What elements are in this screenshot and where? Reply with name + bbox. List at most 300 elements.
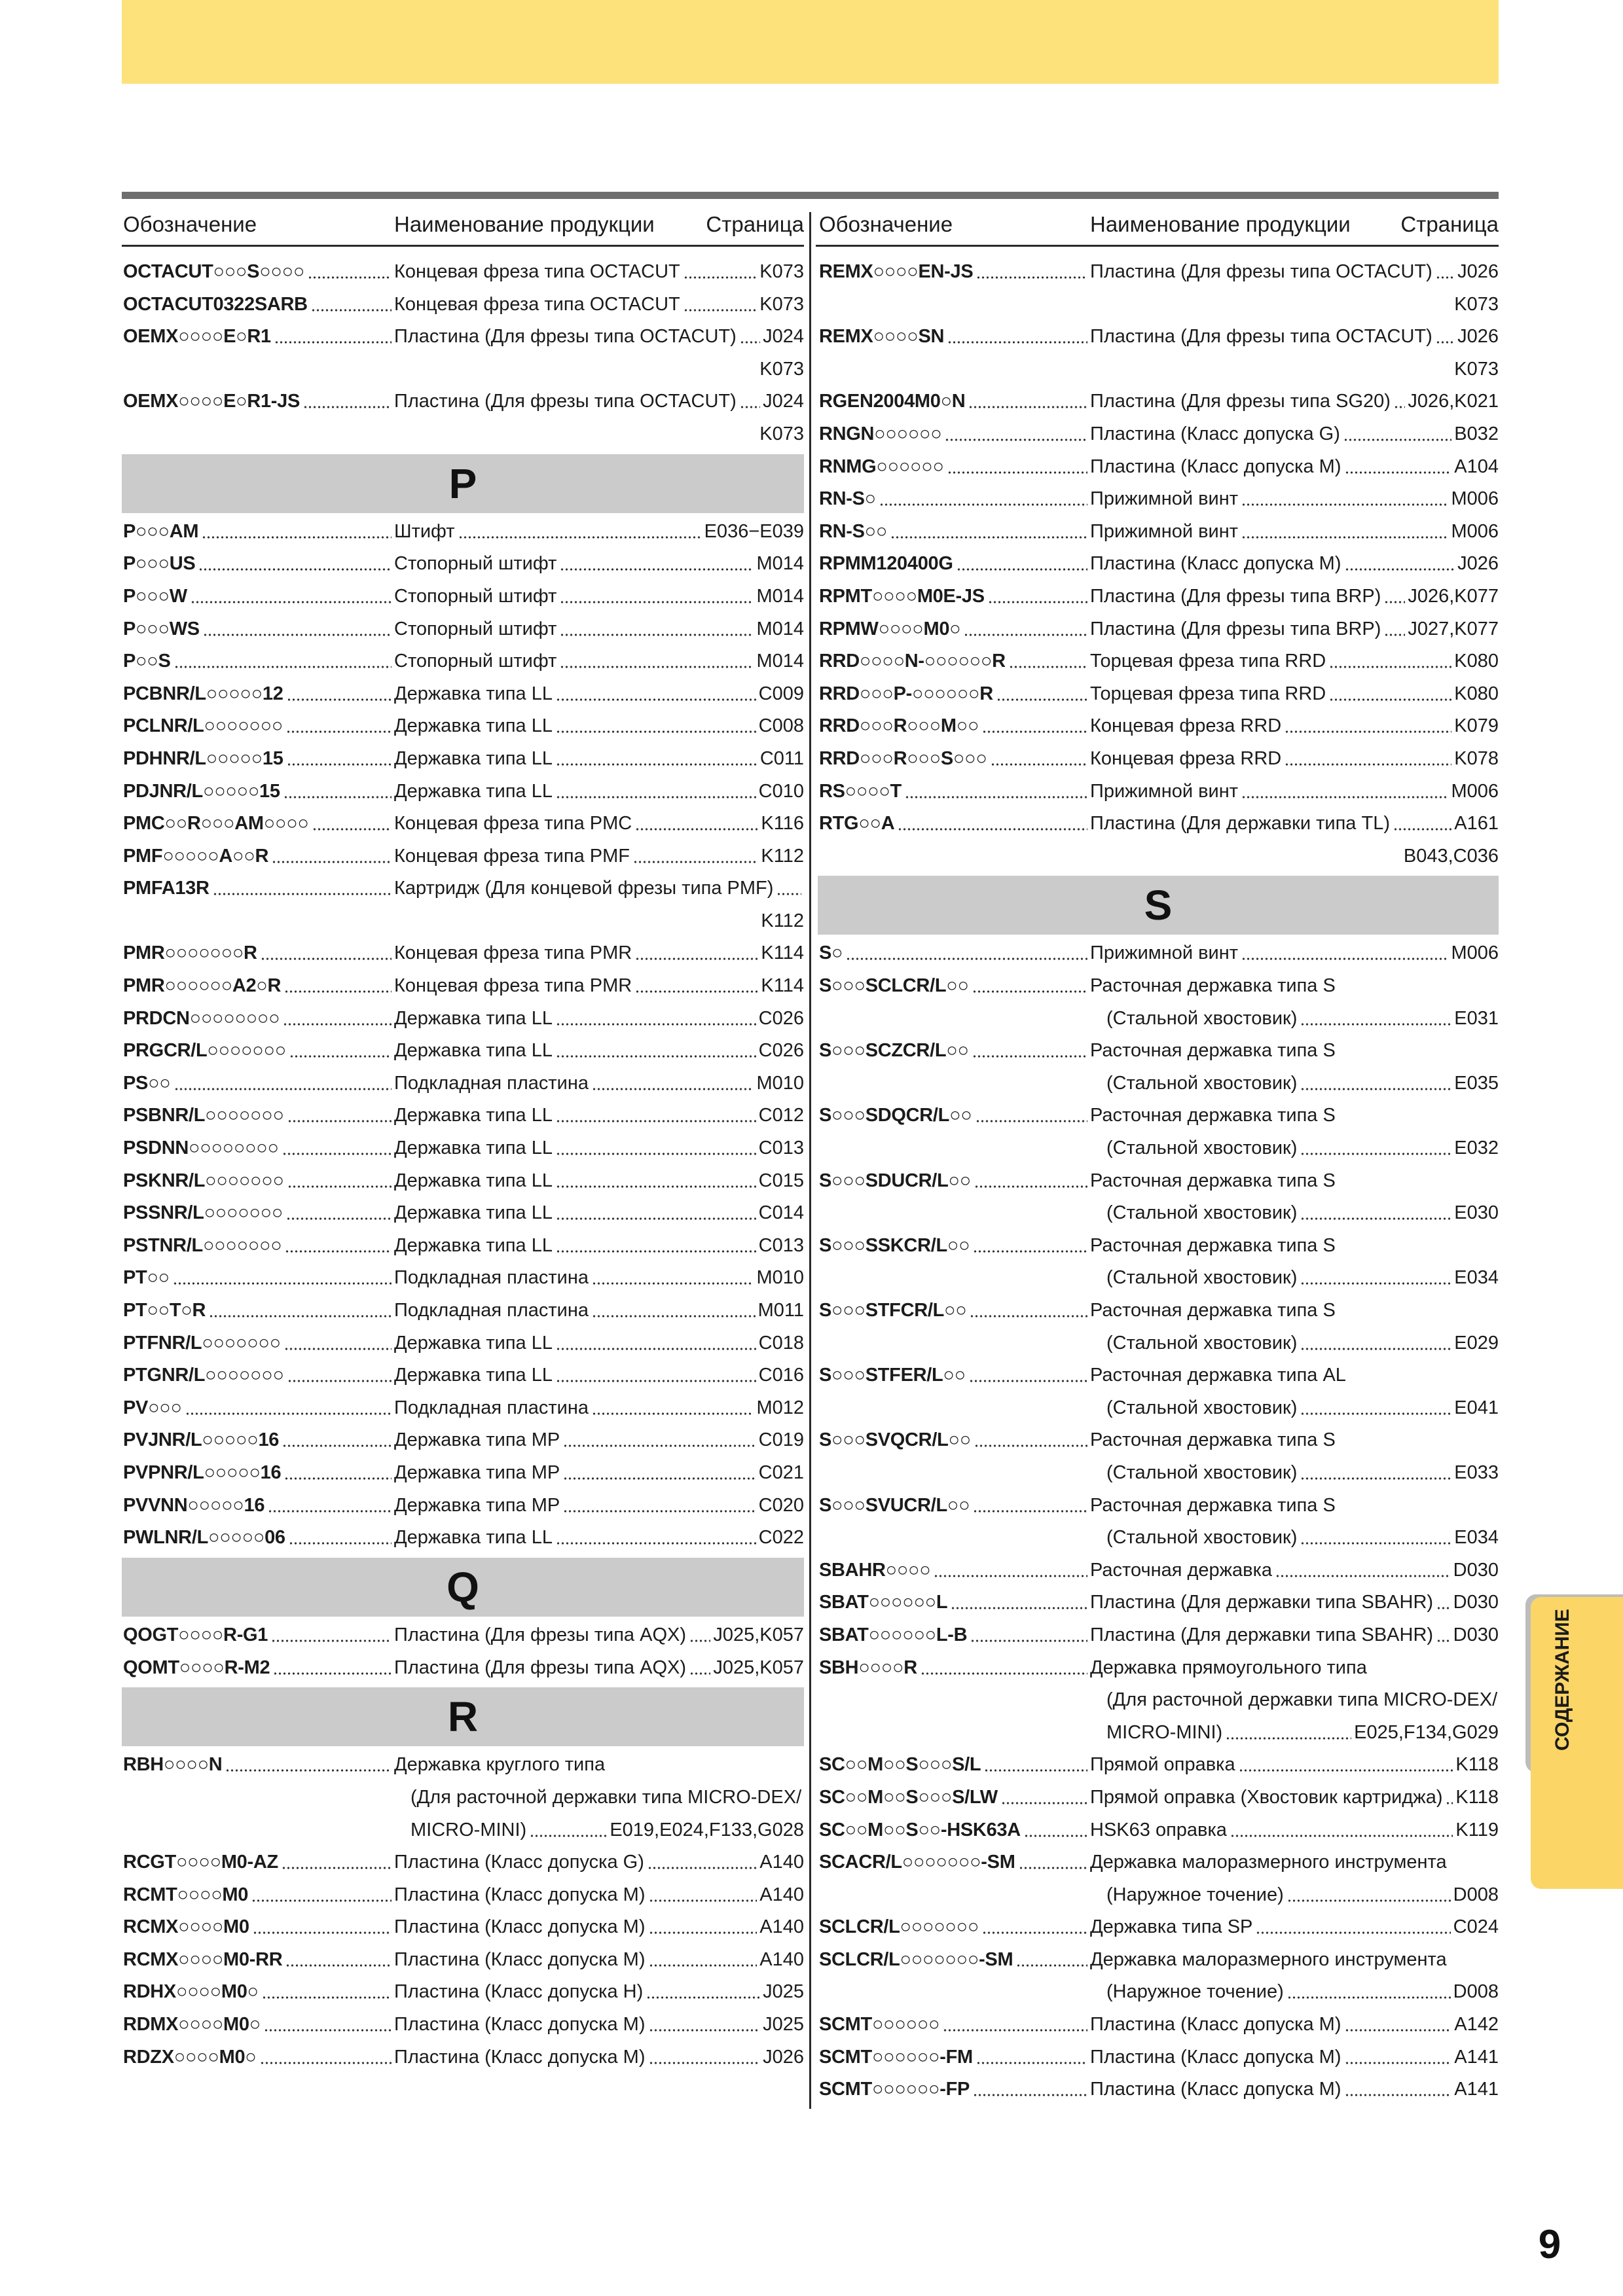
code-cell bbox=[122, 1295, 394, 1327]
dot-leader bbox=[649, 1879, 757, 1912]
dot-leader bbox=[287, 743, 392, 776]
product-name: Державка типа LL bbox=[394, 780, 553, 802]
product-name: Пластина (Класс допуска M) bbox=[1090, 553, 1341, 575]
dot-leader bbox=[934, 1554, 1087, 1587]
product-name: Прижимной винт bbox=[1090, 942, 1239, 964]
product-name-continued: (Стальной хвостовик) bbox=[1106, 1138, 1298, 1159]
product-code: PSDNN○○○○○○○○ bbox=[123, 1138, 279, 1159]
section-header bbox=[818, 872, 1499, 937]
dot-leader bbox=[185, 1392, 392, 1425]
product-name: Торцевая фреза типа RRD bbox=[1090, 651, 1326, 672]
dot-leader bbox=[556, 1003, 756, 1035]
product-name: Подкладная пластина bbox=[394, 1267, 589, 1289]
dot-leader bbox=[1343, 418, 1451, 451]
dot-leader bbox=[1300, 1392, 1451, 1425]
index-row bbox=[122, 1749, 804, 1782]
page-ref: E030 bbox=[1454, 1202, 1499, 1224]
page-ref: C018 bbox=[758, 1332, 804, 1354]
index-row bbox=[818, 516, 1499, 548]
index-row bbox=[122, 1359, 804, 1392]
dot-leader bbox=[1345, 2009, 1452, 2041]
page-ref: C015 bbox=[758, 1170, 804, 1191]
name-cell bbox=[394, 1100, 804, 1132]
product-name: Прижимной винт bbox=[1090, 488, 1239, 510]
name-cell bbox=[1090, 710, 1499, 743]
page-ref: A140 bbox=[759, 1884, 804, 1905]
index-row bbox=[122, 1197, 804, 1230]
product-code: PVPNR/L○○○○○16 bbox=[123, 1462, 282, 1483]
code-cell-spacer bbox=[818, 1717, 1090, 1749]
code-cell bbox=[818, 1652, 1090, 1685]
index-row bbox=[818, 645, 1499, 678]
product-code: S○○○SDQCR/L○○ bbox=[819, 1105, 972, 1126]
product-name: Расточная державка типа S bbox=[1090, 1429, 1336, 1451]
dot-leader bbox=[287, 678, 392, 711]
dot-leader bbox=[879, 483, 1087, 516]
index-row bbox=[122, 776, 804, 808]
name-cell bbox=[394, 1327, 804, 1360]
name-cell bbox=[1090, 1749, 1499, 1782]
dot-leader bbox=[1256, 1911, 1450, 1944]
index-row bbox=[818, 937, 1499, 970]
dot-leader bbox=[1275, 1554, 1451, 1587]
name-cell bbox=[394, 840, 804, 873]
page-continuation-row bbox=[122, 353, 804, 386]
code-cell bbox=[818, 1814, 1090, 1847]
dot-leader bbox=[1345, 2073, 1452, 2106]
name-cell bbox=[394, 710, 804, 743]
index-row bbox=[122, 1424, 804, 1457]
product-code: RCMX○○○○M0-RR bbox=[123, 1948, 283, 1970]
code-cell bbox=[818, 1490, 1090, 1522]
dot-leader bbox=[898, 808, 1087, 840]
code-cell bbox=[122, 1944, 394, 1977]
column-headers-right bbox=[818, 209, 1499, 240]
code-cell bbox=[122, 2009, 394, 2041]
product-code: SC○○M○○S○○○S/L bbox=[819, 1754, 981, 1776]
dot-leader bbox=[1019, 1846, 1087, 1879]
name-cell bbox=[1090, 1230, 1499, 1263]
product-code: PMR○○○○○○○R bbox=[123, 942, 257, 964]
name-cell bbox=[394, 2009, 804, 2041]
name-cell bbox=[394, 776, 804, 808]
product-code: PMF○○○○○A○○R bbox=[123, 845, 269, 867]
code-cell bbox=[818, 418, 1090, 451]
index-row bbox=[122, 548, 804, 581]
page-ref: C009 bbox=[758, 683, 804, 704]
dot-leader bbox=[1329, 645, 1451, 678]
product-code: RCMT○○○○M0 bbox=[123, 1884, 249, 1905]
product-name: Концевая фреза RRD bbox=[1090, 747, 1282, 769]
dot-leader bbox=[1009, 645, 1087, 678]
dot-leader bbox=[556, 1100, 756, 1132]
code-cell bbox=[122, 289, 394, 321]
product-code: RCGT○○○○M0-AZ bbox=[123, 1852, 278, 1873]
dot-leader bbox=[649, 1911, 757, 1944]
dot-leader bbox=[592, 1295, 756, 1327]
page-ref: K080 bbox=[1454, 683, 1499, 704]
code-cell bbox=[122, 1230, 394, 1263]
page-ref: J024 bbox=[763, 326, 804, 348]
code-cell bbox=[818, 743, 1090, 776]
name-cell bbox=[394, 548, 804, 581]
name-cell bbox=[394, 1424, 804, 1457]
page-ref: J026 bbox=[763, 2046, 804, 2068]
product-code: OEMX○○○○E○R1 bbox=[123, 326, 271, 348]
code-cell bbox=[122, 386, 394, 418]
index-row bbox=[818, 776, 1499, 808]
code-cell bbox=[818, 1749, 1090, 1782]
dot-leader bbox=[592, 1067, 754, 1100]
dot-leader bbox=[684, 289, 757, 321]
page-ref: C022 bbox=[758, 1527, 804, 1549]
product-code: PS○○ bbox=[123, 1072, 171, 1094]
dot-leader bbox=[283, 1003, 392, 1035]
code-cell bbox=[818, 2041, 1090, 2074]
name-cell bbox=[1090, 1132, 1499, 1165]
page-ref: C019 bbox=[758, 1429, 804, 1451]
dot-leader bbox=[635, 937, 758, 970]
dot-leader bbox=[556, 678, 756, 711]
name-cell bbox=[394, 1003, 804, 1035]
dot-leader bbox=[964, 613, 1087, 646]
page-ref: D030 bbox=[1453, 1559, 1499, 1581]
dot-leader bbox=[1384, 581, 1405, 613]
dot-leader bbox=[1436, 1619, 1451, 1652]
index-row bbox=[818, 710, 1499, 743]
page-ref: C013 bbox=[758, 1138, 804, 1159]
product-name-continued: MICRO-MINI) bbox=[410, 1819, 527, 1840]
product-code: PMC○○R○○○AM○○○○ bbox=[123, 813, 309, 834]
name-cell bbox=[394, 1782, 804, 1814]
code-cell bbox=[122, 1749, 394, 1782]
index-row bbox=[122, 1522, 804, 1554]
name-cell bbox=[1090, 937, 1499, 970]
code-cell bbox=[122, 1911, 394, 1944]
dot-leader bbox=[1436, 321, 1455, 353]
header-designation: Обозначение bbox=[819, 212, 953, 236]
dot-leader bbox=[209, 1295, 392, 1327]
product-name: HSK63 оправка bbox=[1090, 1819, 1227, 1840]
dot-leader bbox=[1230, 1814, 1453, 1847]
name-cell bbox=[1090, 1327, 1499, 1360]
index-row bbox=[818, 2041, 1499, 2074]
page-ref: C011 bbox=[759, 747, 804, 769]
code-cell bbox=[818, 1295, 1090, 1327]
page-ref: K118 bbox=[1455, 1754, 1499, 1776]
product-code: SBAT○○○○○○L bbox=[819, 1592, 948, 1613]
name-cell bbox=[394, 2041, 804, 2074]
code-cell bbox=[122, 678, 394, 711]
name-cell bbox=[394, 1944, 804, 1977]
dot-leader bbox=[173, 1262, 392, 1295]
code-cell-spacer bbox=[818, 1684, 1090, 1717]
dot-leader bbox=[1394, 386, 1405, 418]
name-cell bbox=[394, 1490, 804, 1522]
code-cell bbox=[818, 1100, 1090, 1132]
code-cell bbox=[818, 970, 1090, 1003]
name-cell bbox=[394, 970, 804, 1003]
index-row bbox=[818, 451, 1499, 484]
section-header bbox=[122, 1684, 804, 1749]
product-name: Прижимной винт bbox=[1090, 780, 1239, 802]
column-divider bbox=[809, 212, 811, 2109]
page-ref: A140 bbox=[759, 1916, 804, 1938]
page-ref: A161 bbox=[1454, 813, 1499, 834]
index-row bbox=[122, 321, 804, 353]
index-row bbox=[122, 1230, 804, 1263]
product-code: PTFNR/L○○○○○○○ bbox=[123, 1332, 281, 1354]
name-cell bbox=[1090, 1424, 1499, 1457]
page-ref: E033 bbox=[1454, 1462, 1499, 1483]
product-code: SC○○M○○S○○○S/LW bbox=[819, 1786, 998, 1808]
code-cell bbox=[818, 1846, 1090, 1879]
code-cell bbox=[818, 1359, 1090, 1392]
dot-leader bbox=[268, 1490, 392, 1522]
index-row bbox=[122, 516, 804, 548]
dot-leader bbox=[1241, 516, 1448, 548]
product-code: PDJNR/L○○○○○15 bbox=[123, 780, 280, 802]
dot-leader bbox=[1329, 678, 1451, 711]
page-ref: M014 bbox=[756, 553, 804, 575]
dot-leader bbox=[957, 548, 1087, 581]
page-ref: C026 bbox=[758, 1040, 804, 1062]
dot-leader bbox=[530, 1814, 607, 1847]
product-code: RRD○○○○N-○○○○○○R bbox=[819, 651, 1006, 672]
product-name: Пластина (Для фрезы типа AQX) bbox=[394, 1657, 687, 1678]
index-row bbox=[818, 1554, 1499, 1587]
code-cell bbox=[818, 937, 1090, 970]
product-code: PMFA13R bbox=[123, 878, 210, 899]
name-cell bbox=[1090, 451, 1499, 484]
dot-leader bbox=[1446, 1782, 1453, 1814]
code-cell-spacer bbox=[818, 1067, 1090, 1100]
name-cell bbox=[394, 1067, 804, 1100]
dot-leader bbox=[988, 581, 1087, 613]
index-row bbox=[122, 613, 804, 646]
code-cell bbox=[122, 581, 394, 613]
dot-leader bbox=[1285, 710, 1451, 743]
page-ref: E032 bbox=[1454, 1138, 1499, 1159]
product-code: S○○○SCLCR/L○○ bbox=[819, 975, 969, 997]
dot-leader bbox=[556, 1522, 756, 1554]
dot-leader bbox=[560, 613, 754, 646]
page-ref: A104 bbox=[1454, 456, 1499, 477]
name-cell bbox=[1090, 1976, 1499, 2009]
dot-leader bbox=[684, 256, 757, 289]
product-name-continued: (Стальной хвостовик) bbox=[1106, 1202, 1298, 1224]
product-name: Державка типа LL bbox=[394, 747, 553, 769]
page-ref: C012 bbox=[758, 1105, 804, 1126]
dot-leader bbox=[285, 1230, 392, 1263]
dot-leader bbox=[282, 1132, 392, 1165]
code-cell-spacer bbox=[122, 1814, 394, 1847]
dot-leader bbox=[556, 710, 756, 743]
index-column-right bbox=[818, 256, 1499, 2106]
code-cell-spacer bbox=[818, 1522, 1090, 1554]
index-row bbox=[818, 1911, 1499, 1944]
dot-leader bbox=[740, 386, 760, 418]
code-cell bbox=[818, 1554, 1090, 1587]
dot-leader bbox=[1300, 1262, 1451, 1295]
dot-leader bbox=[976, 2041, 1087, 2074]
product-code: QOMT○○○○R-M2 bbox=[123, 1657, 270, 1678]
dot-leader bbox=[984, 1749, 1087, 1782]
name-cell bbox=[1090, 645, 1499, 678]
product-name: Пластина (Для фрезы типа BRP) bbox=[1090, 585, 1381, 607]
product-name: Пластина (Класс допуска M) bbox=[1090, 456, 1341, 477]
page-ref: K112 bbox=[761, 845, 804, 867]
dot-leader bbox=[649, 2009, 761, 2041]
index-row bbox=[818, 386, 1499, 418]
name-cell bbox=[1090, 1035, 1499, 1067]
product-code: S○○○SSKCR/L○○ bbox=[819, 1234, 970, 1256]
page-ref: J025 bbox=[763, 2014, 804, 2036]
code-cell bbox=[122, 1067, 394, 1100]
page-ref: C013 bbox=[758, 1234, 804, 1256]
product-name-continued: (Стальной хвостовик) bbox=[1106, 1462, 1298, 1483]
product-code: RPMT○○○○M0E-JS bbox=[819, 585, 985, 607]
code-cell-spacer bbox=[818, 1132, 1090, 1165]
product-name: Концевая фреза RRD bbox=[1090, 715, 1282, 737]
dot-leader bbox=[311, 289, 392, 321]
page-ref: B032 bbox=[1454, 423, 1499, 444]
code-cell-spacer bbox=[818, 1879, 1090, 1912]
product-code: RBH○○○○N bbox=[123, 1754, 223, 1776]
product-name: Расточная державка типа S bbox=[1090, 1040, 1336, 1062]
product-name: Державка типа LL bbox=[394, 1007, 553, 1029]
product-code: PVVNN○○○○○16 bbox=[123, 1494, 265, 1516]
dot-leader bbox=[890, 516, 1087, 548]
index-row bbox=[818, 1359, 1499, 1392]
name-cell bbox=[1090, 808, 1499, 840]
code-cell-spacer bbox=[818, 1976, 1090, 2009]
product-name: Пластина (Для фрезы типа OCTACUT) bbox=[1090, 261, 1432, 282]
product-code: RDZX○○○○M0○ bbox=[123, 2046, 257, 2068]
product-code: PRDCN○○○○○○○○ bbox=[123, 1007, 280, 1029]
index-row bbox=[818, 1490, 1499, 1522]
dot-leader bbox=[951, 1587, 1087, 1619]
dot-leader bbox=[556, 1197, 756, 1230]
dot-leader bbox=[283, 776, 392, 808]
product-name: Расточная державка типа S bbox=[1090, 1234, 1336, 1256]
product-name: Картридж (Для концевой фрезы типа PMF) bbox=[394, 878, 774, 899]
product-name: Державка типа LL bbox=[394, 1332, 553, 1354]
dot-leader bbox=[203, 613, 392, 646]
code-cell bbox=[122, 548, 394, 581]
product-code: P○○S bbox=[123, 651, 171, 672]
page-ref: J026 bbox=[1457, 261, 1499, 282]
continuation-row bbox=[818, 1262, 1499, 1295]
name-cell bbox=[1090, 1262, 1499, 1295]
name-cell bbox=[1090, 581, 1499, 613]
product-code: SCMT○○○○○○-FM bbox=[819, 2046, 973, 2068]
product-code: PT○○T○R bbox=[123, 1300, 206, 1321]
dot-leader bbox=[284, 970, 392, 1003]
product-code: SC○○M○○S○○-HSK63A bbox=[819, 1819, 1021, 1840]
continuation-row bbox=[122, 1782, 804, 1814]
page-ref: K114 bbox=[761, 975, 804, 997]
name-cell bbox=[1090, 256, 1499, 289]
code-cell bbox=[818, 1911, 1090, 1944]
continuation-row bbox=[818, 1522, 1499, 1554]
page-ref: D008 bbox=[1453, 1981, 1499, 2003]
side-tab bbox=[1531, 1597, 1623, 1889]
index-row bbox=[122, 1879, 804, 1912]
dot-leader bbox=[846, 937, 1087, 970]
dot-leader bbox=[905, 776, 1087, 808]
dot-leader bbox=[286, 1197, 392, 1230]
code-cell bbox=[818, 1587, 1090, 1619]
continuation-row bbox=[818, 1003, 1499, 1035]
dot-leader bbox=[1241, 937, 1448, 970]
page-ref: J025,K057 bbox=[713, 1657, 804, 1678]
page-ref: E029 bbox=[1454, 1332, 1499, 1354]
product-name: Пластина (Класс допуска H) bbox=[394, 1981, 644, 2003]
index-row bbox=[818, 548, 1499, 581]
product-name: Концевая фреза типа OCTACUT bbox=[394, 261, 680, 282]
code-cell bbox=[122, 256, 394, 289]
page-ref: K114 bbox=[761, 942, 804, 964]
index-row bbox=[122, 710, 804, 743]
index-row bbox=[818, 1846, 1499, 1879]
dot-leader bbox=[560, 581, 754, 613]
page-ref: C020 bbox=[758, 1494, 804, 1516]
index-row bbox=[122, 581, 804, 613]
product-name: Концевая фреза типа PMF bbox=[394, 845, 630, 867]
code-cell bbox=[122, 1003, 394, 1035]
name-cell bbox=[394, 1359, 804, 1392]
continuation-row bbox=[818, 1197, 1499, 1230]
page-ref: M006 bbox=[1451, 520, 1499, 542]
dot-leader bbox=[284, 1457, 392, 1490]
product-name: Пластина (Для державки типа SBAHR) bbox=[1090, 1592, 1434, 1613]
top-rule bbox=[122, 192, 1499, 199]
name-cell bbox=[394, 872, 804, 905]
product-name-continued: (Стальной хвостовик) bbox=[1106, 1267, 1298, 1289]
name-cell bbox=[394, 256, 804, 289]
product-name: Державка типа LL bbox=[394, 1527, 553, 1549]
code-cell bbox=[818, 1424, 1090, 1457]
code-cell bbox=[122, 1100, 394, 1132]
dot-leader bbox=[191, 581, 392, 613]
code-cell bbox=[818, 1230, 1090, 1263]
page-ref: A142 bbox=[1454, 2014, 1499, 2036]
name-cell bbox=[394, 937, 804, 970]
name-cell bbox=[1090, 483, 1499, 516]
page-ref: E031 bbox=[1454, 1007, 1499, 1029]
product-code: PV○○○ bbox=[123, 1397, 182, 1418]
dot-leader bbox=[1287, 1976, 1451, 2009]
product-code: RTG○○A bbox=[819, 813, 895, 834]
product-name: Пластина (Для державки типа TL) bbox=[1090, 813, 1390, 834]
code-cell bbox=[818, 483, 1090, 516]
dot-leader bbox=[973, 1230, 1087, 1263]
page-ref: D030 bbox=[1453, 1592, 1499, 1613]
product-code: OCTACUT0322SARB bbox=[123, 293, 308, 315]
index-row bbox=[818, 1814, 1499, 1847]
dot-leader bbox=[225, 1749, 392, 1782]
dot-leader bbox=[976, 256, 1087, 289]
code-cell bbox=[122, 2041, 394, 2074]
continuation-row bbox=[818, 1132, 1499, 1165]
page-ref: M012 bbox=[756, 1397, 804, 1418]
name-cell bbox=[1090, 1100, 1499, 1132]
index-row bbox=[818, 1619, 1499, 1652]
dot-leader bbox=[1285, 743, 1451, 776]
page-number: 9 bbox=[1538, 2222, 1561, 2267]
product-code: RS○○○○T bbox=[819, 780, 902, 802]
